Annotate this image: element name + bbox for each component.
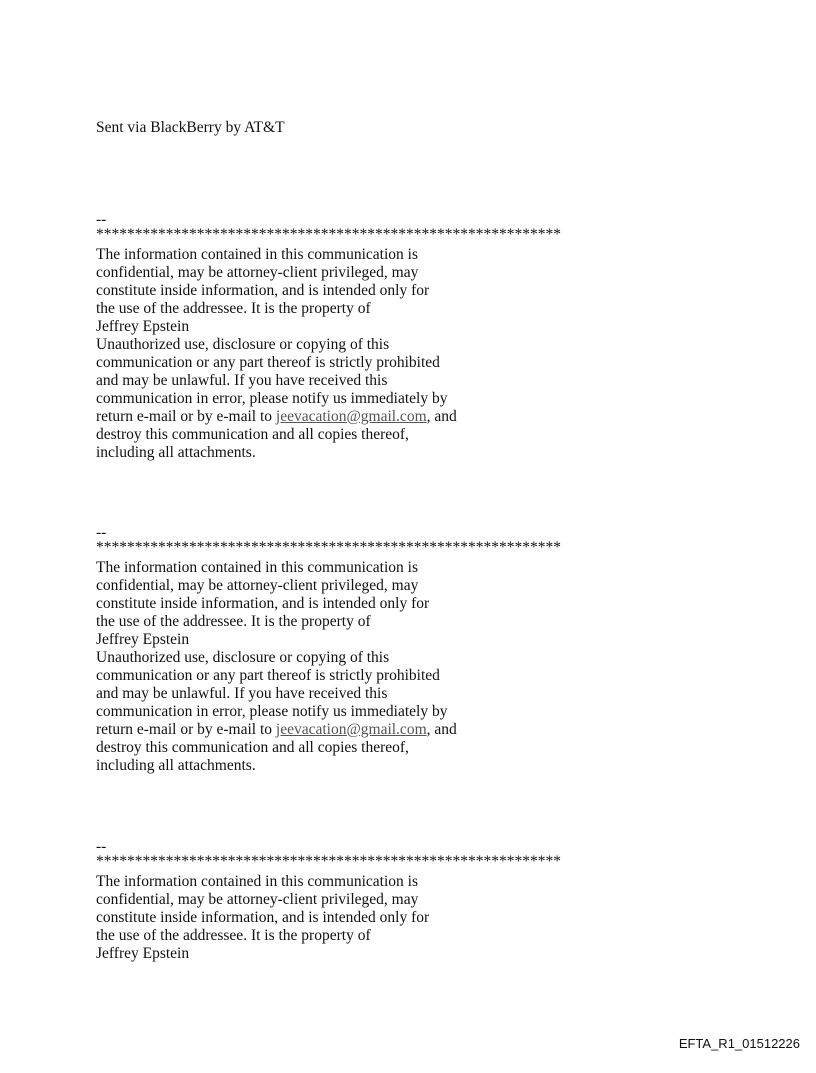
disclaimer-line: communication or any part thereof is strictly prohibited xyxy=(96,667,440,684)
disclaimer-line: Jeffrey Epstein xyxy=(96,631,190,648)
separator-dashes: -- xyxy=(96,211,107,228)
disclaimer-line: constitute inside information, and is intended only for xyxy=(96,909,430,926)
disclaimer-line: Unauthorized use, disclosure or copying of this xyxy=(96,336,390,353)
disclaimer-text: , and xyxy=(426,721,457,738)
disclaimer-line: communication in error, please notify us immediately by xyxy=(96,703,448,720)
separator-dashes: -- xyxy=(96,838,107,855)
disclaimer-line: the use of the addressee. It is the property of xyxy=(96,300,371,317)
disclaimer-line: the use of the addressee. It is the property of xyxy=(96,613,371,630)
disclaimer-line: destroy this communication and all copies thereof, xyxy=(96,739,409,756)
disclaimer-line: Unauthorized use, disclosure or copying of this xyxy=(96,649,390,666)
separator-dashes: -- xyxy=(96,524,107,541)
disclaimer-line xyxy=(96,408,457,426)
separator-stars: ************************************************************ xyxy=(96,853,561,870)
disclaimer-line: communication in error, please notify us immediately by xyxy=(96,390,448,407)
disclaimer-line: Jeffrey Epstein xyxy=(96,945,190,962)
disclaimer-line: communication or any part thereof is strictly prohibited xyxy=(96,354,440,371)
document-id-footer: EFTA_R1_01512226 xyxy=(678,1036,800,1051)
disclaimer-line: destroy this communication and all copies thereof, xyxy=(96,426,409,443)
disclaimer-text: return e-mail or by e-mail to xyxy=(96,721,276,738)
disclaimer-line: including all attachments. xyxy=(96,444,256,461)
disclaimer-text: , and xyxy=(426,408,457,425)
disclaimer-line: including all attachments. xyxy=(96,757,256,774)
disclaimer-line: constitute inside information, and is intended only for xyxy=(96,282,430,299)
separator-stars: ************************************************************ xyxy=(96,226,561,243)
disclaimer-line: and may be unlawful. If you have received this xyxy=(96,372,388,389)
email-link[interactable]: jeevacation@gmail.com xyxy=(275,408,427,425)
disclaimer-line: constitute inside information, and is intended only for xyxy=(96,595,430,612)
disclaimer-line: Jeffrey Epstein xyxy=(96,318,190,335)
disclaimer-line: confidential, may be attorney-client privileged, may xyxy=(96,264,419,281)
disclaimer-line: and may be unlawful. If you have received this xyxy=(96,685,388,702)
disclaimer-line: the use of the addressee. It is the property of xyxy=(96,927,371,944)
disclaimer-line: confidential, may be attorney-client privileged, may xyxy=(96,577,419,594)
disclaimer-line: The information contained in this communication is xyxy=(96,246,418,263)
disclaimer-line xyxy=(96,721,457,739)
disclaimer-line: confidential, may be attorney-client privileged, may xyxy=(96,891,419,908)
email-link[interactable]: jeevacation@gmail.com xyxy=(275,721,427,738)
disclaimer-line: The information contained in this communication is xyxy=(96,873,418,890)
sent-via-signature: Sent via BlackBerry by AT&T xyxy=(96,119,285,136)
disclaimer-line: The information contained in this communication is xyxy=(96,559,418,576)
separator-stars: ************************************************************ xyxy=(96,539,561,556)
disclaimer-text: return e-mail or by e-mail to xyxy=(96,408,276,425)
